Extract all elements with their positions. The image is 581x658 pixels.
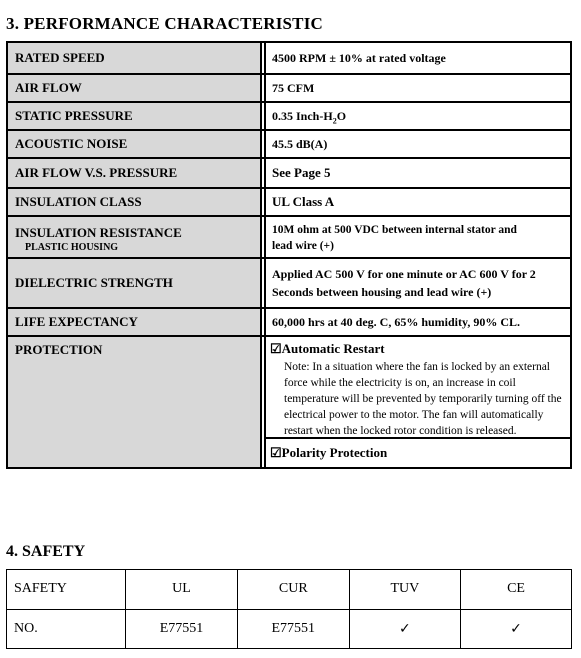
note-line: restart when the locked rotor condition is released. xyxy=(284,425,517,437)
header-cell: CE xyxy=(461,570,572,610)
label-protection: PROTECTION xyxy=(8,337,260,467)
note-line: force while the electricity is on, an increase in coil xyxy=(284,377,516,389)
table-row xyxy=(7,609,572,649)
label-acoustic-noise: ACOUSTIC NOISE xyxy=(8,131,260,157)
value-air-flow-vs-pressure: See Page 5 xyxy=(272,165,331,180)
section-3-title: 3. PERFORMANCE CHARACTERISTIC xyxy=(6,14,324,33)
checked-box-icon: ☑ xyxy=(270,445,282,460)
static-pressure-subscript: 2 xyxy=(332,116,337,126)
performance-table xyxy=(6,41,572,469)
header-cell: TUV xyxy=(349,570,460,610)
label-rated-speed: RATED SPEED xyxy=(8,43,260,73)
automatic-restart-title: Automatic Restart xyxy=(281,341,385,356)
table-row xyxy=(7,570,572,610)
automatic-restart-note xyxy=(270,359,570,439)
value-polarity-protection xyxy=(266,439,570,467)
label-insulation-class: INSULATION CLASS xyxy=(8,189,260,215)
value-automatic-restart xyxy=(266,337,570,437)
value-rated-speed: 4500 RPM ± 10% at rated voltage xyxy=(272,51,446,65)
label-air-flow: AIR FLOW xyxy=(8,75,260,101)
header-cell: CUR xyxy=(237,570,349,610)
label-static-pressure: STATIC PRESSURE xyxy=(8,103,260,129)
header-cell: UL xyxy=(126,570,238,610)
label-insulation-resistance xyxy=(8,217,260,257)
section-4-title: 4. SAFETY xyxy=(6,543,86,560)
check-mark-icon: ✓ xyxy=(461,609,572,649)
label-air-flow-vs-pressure: AIR FLOW V.S. PRESSURE xyxy=(8,159,260,187)
value-dielectric-strength xyxy=(266,259,570,307)
insulation-resistance-text: INSULATION RESISTANCE xyxy=(15,225,182,240)
checked-box-icon: ☑ xyxy=(270,341,282,356)
safety-table xyxy=(6,569,572,649)
value-insulation-resistance xyxy=(266,217,570,257)
note-line: Note: In a situation where the fan is locked by an external xyxy=(284,361,551,373)
note-line: electrical power to the motor. The fan will automatically xyxy=(284,409,544,421)
label-life-expectancy: LIFE EXPECTANCY xyxy=(8,309,260,335)
value-air-flow: 75 CFM xyxy=(272,81,315,95)
value-life-expectancy: 60,000 hrs at 40 deg. C, 65% humidity, 90% CL. xyxy=(272,315,521,329)
value-acoustic-noise: 45.5 dB(A) xyxy=(272,137,328,151)
insulation-resistance-line-1: 10M ohm at 500 VDC between internal stator and xyxy=(272,224,517,236)
value-insulation-class: UL Class A xyxy=(272,194,335,209)
automatic-restart-heading xyxy=(270,341,570,357)
dielectric-line-1: Applied AC 500 V for one minute or AC 600 V for 2 xyxy=(272,267,536,281)
label-dielectric-strength: DIELECTRIC STRENGTH xyxy=(8,259,260,307)
plastic-housing-label: PLASTIC HOUSING xyxy=(25,242,119,253)
check-mark-icon: ✓ xyxy=(349,609,460,649)
insulation-resistance-line-2: lead wire (+) xyxy=(272,240,334,252)
polarity-protection-heading xyxy=(270,445,570,461)
static-pressure-main: 0.35 Inch-H xyxy=(272,109,333,123)
header-cell: SAFETY xyxy=(7,570,126,610)
note-line: temperature will be prevented by temporarily turning off the xyxy=(284,393,562,405)
value-static-pressure xyxy=(266,103,570,129)
dielectric-line-2: Seconds between housing and lead wire (+) xyxy=(272,285,492,299)
table-cell: E77551 xyxy=(126,609,238,649)
static-pressure-tail: O xyxy=(336,109,347,123)
table-cell: E77551 xyxy=(237,609,349,649)
polarity-protection-title: Polarity Protection xyxy=(281,445,388,460)
table-cell: NO. xyxy=(7,609,126,649)
